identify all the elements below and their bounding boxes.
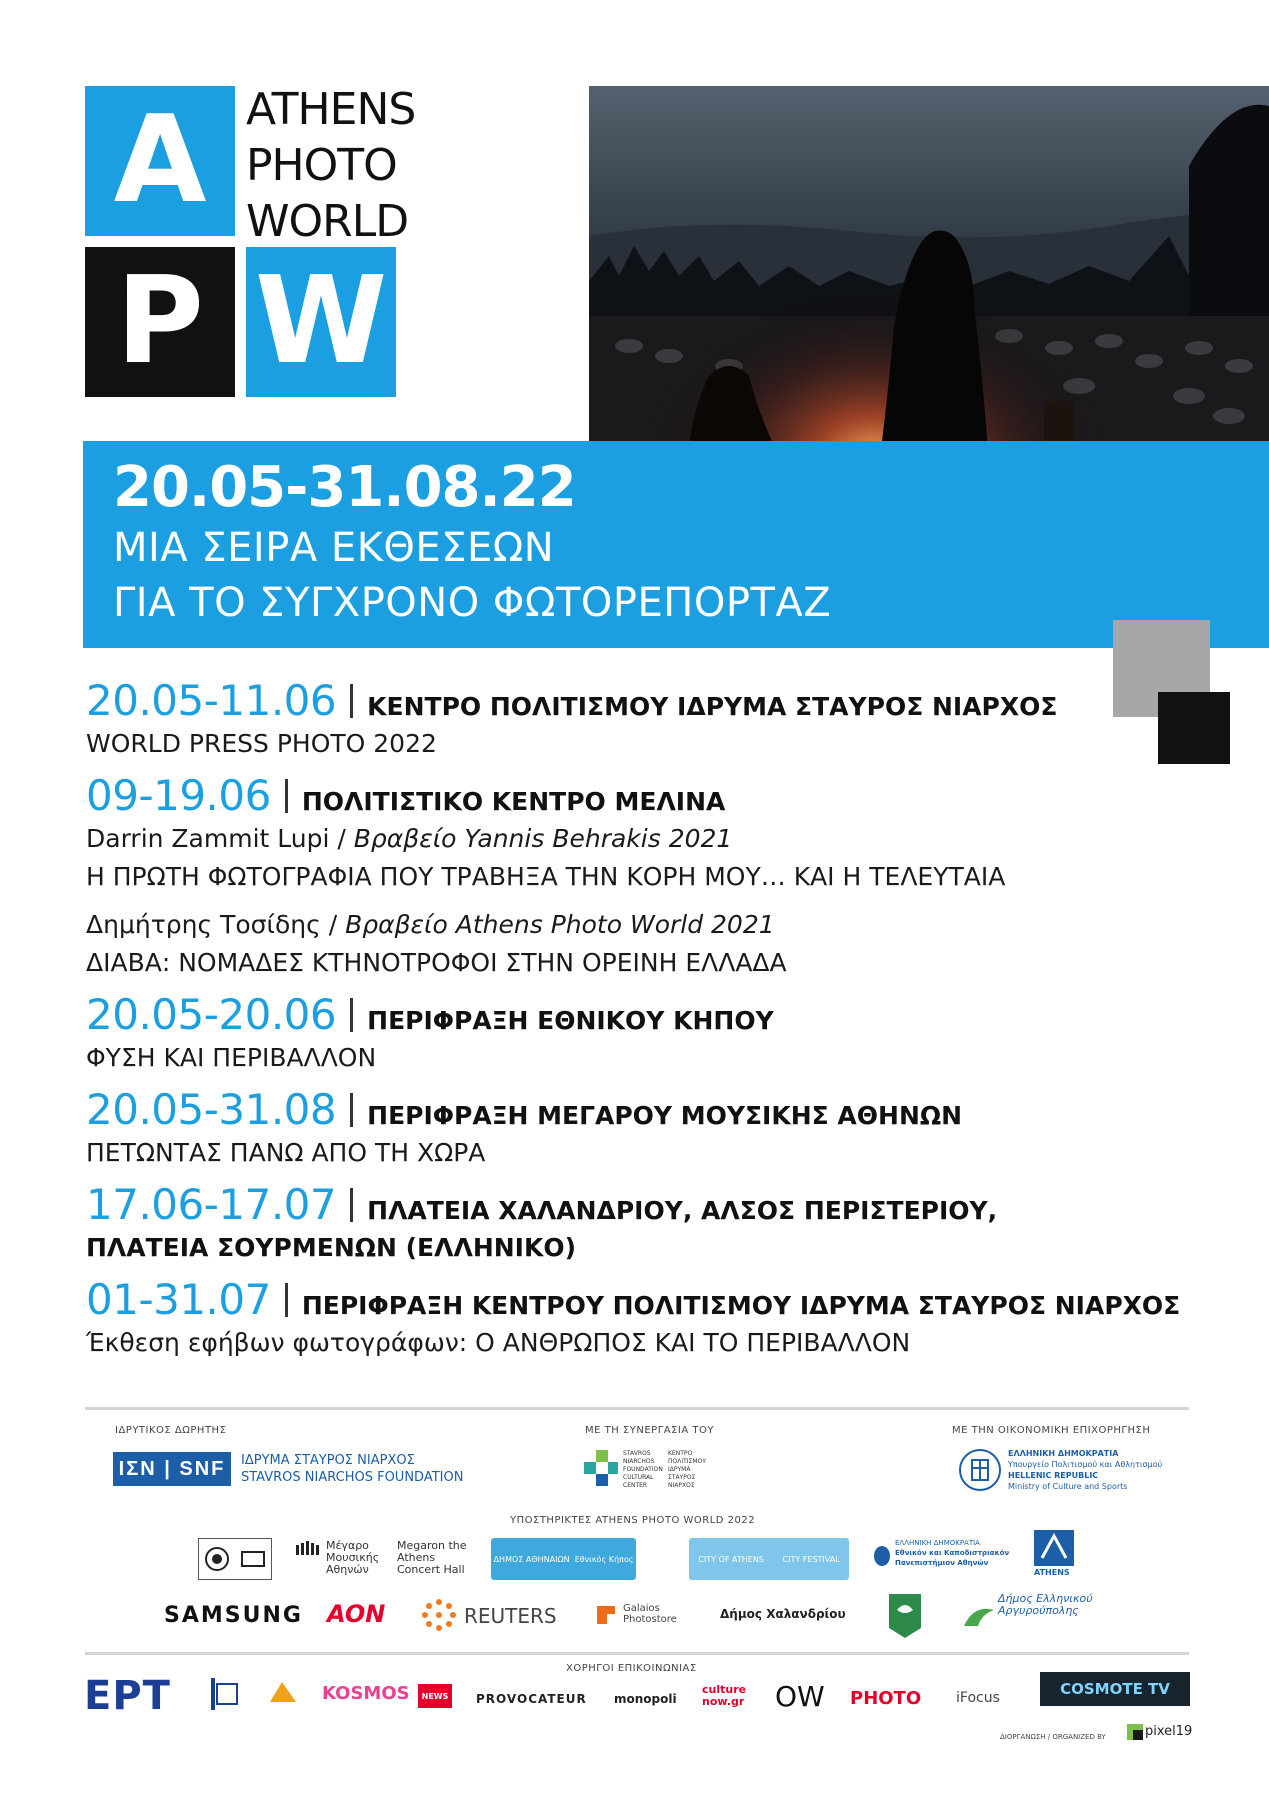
event-title: Η ΠΡΩΤΗ ΦΩΤΟΓΡΑΦΙΑ ΠΟΥ ΤΡΑΒΗΞΑ ΤΗΝ ΚΟΡΗ ΜΟΥ… ΚΑΙ Η ΤΕΛΕΥΤΑΙΑ [86, 862, 1006, 891]
snfcc-logo-icon [580, 1448, 620, 1488]
athens-airport-label: ATHENS [1034, 1568, 1070, 1577]
logo-word-photo: PHOTO [246, 140, 397, 191]
city-festival-label: CITY FESTIVAL [782, 1554, 840, 1564]
ert-logo: ΕΡΤ [84, 1673, 171, 1719]
pixel19-icon [1127, 1724, 1143, 1740]
photo-logo: PHOTO [850, 1688, 922, 1709]
event-1 [86, 676, 1186, 763]
event-date: 20.05-31.08 [86, 1085, 337, 1134]
event-title: ΦΥΣΗ ΚΑΙ ΠΕΡΙΒΑΛΛΟΝ [86, 1043, 377, 1072]
event-venue: ΠΛΑΤΕΙΑ ΧΑΛΑΝΔΡΙΟΥ, ΑΛΣΟΣ ΠΕΡΙΣΤΕΡΙΟΥ, [367, 1196, 998, 1225]
logo-word-world: WORLD [246, 196, 409, 247]
event-5 [86, 1180, 1186, 1267]
argyroupoli-logo: Δήμος Ελληνικού Αργυρούπολης [998, 1592, 1093, 1617]
separator [350, 998, 353, 1032]
separator [285, 1283, 288, 1317]
financial-caption: ΜΕ ΤΗΝ ΟΙΚΟΝΟΜΙΚΗ ΕΠΙΧΟΡΗΓΗΣΗ [952, 1425, 1151, 1436]
argyroupoli-icon [962, 1600, 996, 1630]
event-date: 01-31.07 [86, 1275, 271, 1324]
athens-city-festival-logo [689, 1538, 849, 1580]
pixel19-logo: pixel19 [1145, 1724, 1193, 1739]
reuters-logo: REUTERS [464, 1604, 557, 1628]
snf-text-english: STAVROS NIARCHOS FOUNDATION [241, 1470, 464, 1485]
municipality-seals-logo [198, 1538, 272, 1580]
seal-icon [240, 1549, 266, 1569]
event-title: Έκθεση εφήβων φωτογράφων: Ο ΑΝΘΡΩΠΟΣ ΚΑΙ ΤΟ ΠΕΡΙΒΑΛΛΟΝ [86, 1328, 911, 1357]
chalandri-logo: Δήμος Χαλανδρίου [720, 1607, 846, 1621]
peristeri-icon [885, 1592, 925, 1640]
artist-name: Δημήτρης Τοσίδης / [86, 910, 346, 939]
logo-letter-p: P [85, 247, 235, 397]
footer-divider-bottom [85, 1652, 1189, 1655]
athens-municipality-label: ΔΗΜΟΣ ΑΘΗΝΑΙΩΝ [493, 1554, 570, 1564]
event-date: 20.05-11.06 [86, 676, 337, 725]
banner-subtitle-2: ΓΙΑ ΤΟ ΣΥΓΧΡΟΝΟ ΦΩΤΟΡΕΠΟΡΤΑΖ [113, 580, 832, 626]
megaron-bars-icon [296, 1541, 320, 1555]
event-venue: ΚΕΝΤΡΟ ΠΟΛΙΤΙΣΜΟΥ ΙΔΡΥΜΑ ΣΤΑΥΡΟΣ ΝΙΑΡΧΟΣ [367, 692, 1058, 721]
supporters-caption: ΥΠΟΣΤΗΡΙΚΤΕΣ ATHENS PHOTO WORLD 2022 [510, 1515, 756, 1526]
snfcc-text-en: STAVROS NIARCHOS FOUNDATION CULTURAL CENTER [623, 1450, 663, 1489]
snfcc-text-gr: ΚΕΝΤΡΟ ΠΟΛΙΤΙΣΜΟΥ ΙΔΡΥΜΑ ΣΤΑΥΡΟΣ ΝΙΑΡΧΟΣ [668, 1450, 706, 1489]
event-title: ΠΕΤΩΝΤΑΣ ΠΑΝΩ ΑΠΟ ΤΗ ΧΩΡΑ [86, 1138, 486, 1167]
provocateur-logo: PROVOCATEUR [476, 1692, 587, 1706]
media-sponsors-caption: ΧΟΡΗΓΟΙ ΕΠΙΚΟΙΝΩΝΙΑΣ [566, 1663, 697, 1674]
galaios-logo: Galaios Photostore [623, 1603, 677, 1625]
snf-logo: ΙΣΝ | SNF [113, 1452, 231, 1486]
ministry-text [1008, 1448, 1162, 1492]
megaron-english: Megaron the Athens Concert Hall [397, 1539, 467, 1576]
ministry-line-2: Υπουργείο Πολιτισμού και Αθλητισμού [1008, 1460, 1163, 1469]
megaron-greek: Μέγαρο Μουσικής Αθηνών [326, 1539, 380, 1576]
greek-emblem-icon [958, 1448, 1002, 1492]
event-venue: ΠΕΡΙΦΡΑΞΗ ΚΕΝΤΡΟΥ ΠΟΛΙΤΙΣΜΟΥ ΙΔΡΥΜΑ ΣΤΑΥΡΟΣ ΝΙΑΡΧΟΣ [301, 1291, 1181, 1320]
university-owl-icon [872, 1542, 892, 1568]
news-logo: NEWS [418, 1684, 452, 1708]
founding-donor-caption: ΙΔΡΥΤΙΚΟΣ ΔΩΡΗΤΗΣ [115, 1425, 227, 1436]
separator [350, 1093, 353, 1127]
logo-letter-w: W [246, 247, 396, 397]
university-line-1: ΕΛΛΗΝΙΚΗ ΔΗΜΟΚΡΑΤΙΑ [895, 1539, 980, 1547]
award-name: Βραβείο Yannis Behrakis 2021 [353, 824, 733, 853]
footer-divider-top [85, 1407, 1189, 1410]
artist-name: Darrin Zammit Lupi / [86, 824, 354, 853]
ow-logo: OW [775, 1680, 825, 1713]
athens-airport-icon [1034, 1530, 1074, 1566]
era-sport-icon [266, 1678, 300, 1710]
event-artist-line-1 [86, 820, 1186, 858]
event-3 [86, 990, 1186, 1077]
cosmote-tv-logo: COSMOTE TV [1040, 1672, 1190, 1706]
logo-word-athens: ATHENS [246, 84, 416, 135]
reuters-dots-icon [421, 1598, 457, 1632]
event-2 [86, 771, 1186, 982]
university-text [895, 1538, 1015, 1568]
snf-text [241, 1452, 463, 1486]
event-venue-continued: ΠΛΑΤΕΙΑ ΣΟΥΡΜΕΝΩΝ (ΕΛΛΗΝΙΚΟ) [86, 1233, 577, 1262]
ministry-line-3: HELLENIC REPUBLIC [1008, 1471, 1099, 1480]
separator [350, 1188, 353, 1222]
logo-wordmark [246, 82, 415, 250]
organized-by-caption: ΔΙΟΡΓΑΝΩΣΗ / ORGANIZED BY [1000, 1733, 1106, 1741]
event-title: WORLD PRESS PHOTO 2022 [86, 729, 437, 758]
date-banner [83, 441, 1269, 648]
event-date: 20.05-20.06 [86, 990, 337, 1039]
event-artist-line-2 [86, 906, 1186, 944]
kosmos-logo: KOSMOS [322, 1683, 410, 1704]
national-garden-label: Εθνικός Κήπος [574, 1554, 634, 1564]
event-title: ΔΙΑΒΑ: ΝΟΜΑΔΕΣ ΚΤΗΝΟΤΡΟΦΟΙ ΣΤΗΝ ΟΡΕΙΝΗ ΕΛΛΑΔΑ [86, 948, 787, 977]
aon-logo: AON [327, 1600, 386, 1628]
culture-now-logo: culture now.gr [702, 1683, 747, 1708]
seal-icon [204, 1546, 230, 1572]
banner-subtitle-1: ΜΙΑ ΣΕΙΡΑ ΕΚΘΕΣΕΩΝ [113, 525, 555, 571]
city-of-athens-label: CITY OF ATHENS [698, 1554, 764, 1564]
logo-letter-a: A [85, 86, 235, 236]
ministry-line-1: ΕΛΛΗΝΙΚΗ ΔΗΜΟΚΡΑΤΙΑ [1008, 1449, 1119, 1458]
snf-text-greek: ΙΔΡΥΜΑ ΣΤΑΥΡΟΣ ΝΙΑΡΧΟΣ [241, 1453, 415, 1468]
athens-national-garden-logo [491, 1538, 636, 1580]
award-name: Βραβείο Athens Photo World 2021 [345, 910, 775, 939]
monopoli-logo: monopoli [614, 1692, 677, 1706]
cooperation-caption: ΜΕ ΤΗ ΣΥΝΕΡΓΑΣΙΑ ΤΟΥ [585, 1425, 714, 1436]
event-venue: ΠΕΡΙΦΡΑΞΗ ΜΕΓΑΡΟΥ ΜΟΥΣΙΚΗΣ ΑΘΗΝΩΝ [367, 1101, 963, 1130]
university-line-2: Εθνικόν και Καποδιστριακόν Πανεπιστήμιον Αθηνών [895, 1549, 1010, 1567]
festival-dates: 20.05-31.08.22 [113, 455, 576, 520]
separator [285, 779, 288, 813]
event-4 [86, 1085, 1186, 1172]
event-venue: ΠΕΡΙΦΡΑΞΗ ΕΘΝΙΚΟΥ ΚΗΠΟΥ [367, 1006, 774, 1035]
galaios-icon [593, 1602, 619, 1628]
exhibition-schedule [86, 676, 1186, 1370]
event-venue: ΠΟΛΙΤΙΣΤΙΚΟ ΚΕΝΤΡΟ ΜΕΛΙΝΑ [301, 787, 726, 816]
separator [350, 684, 353, 718]
ifocus-logo: iFocus [956, 1690, 1000, 1706]
ministry-line-4: Ministry of Culture and Sports [1008, 1482, 1128, 1491]
event-date: 09-19.06 [86, 771, 271, 820]
samsung-logo: SAMSUNG [164, 1603, 303, 1628]
proto-thema-icon [211, 1678, 239, 1710]
event-6 [86, 1275, 1186, 1362]
event-date: 17.06-17.07 [86, 1180, 337, 1229]
